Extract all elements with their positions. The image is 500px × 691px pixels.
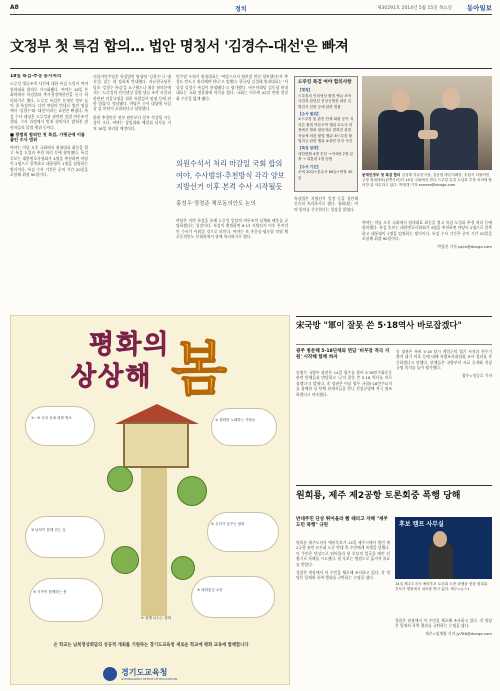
- speech-cloud: [211, 408, 277, 446]
- article-text: 더불어민주당은 특검법안 명칭에 '김경수'나 '대선'을 넣는 데 강하게 반대했다. 자유한국당은 당초 '김경수 특검'을 요구했으나 최종 합의문에서는 '드루킹의 인터넷상 불법 댓글 조작 사건과 관련된 진상규명을 위한 특별검사 임명 등에 관한 법률'로 정리됐다. 야당은 수사 대상에 사실상 김 의원이 포함된다고 설명했다.: [93, 74, 171, 112]
- article-text: 여야는 이날 오후 국회에서 원내대표 회동을 열고 특검 도입과 추경 처리 등에 합의했다. 특검 후보는 대한변호사협회가 4명을 추천하면 야당이 2명으로 압축하고 대통령이 1명을 임명하는 방식이다. 특검 수사 기간은 준비 기간 20일을 포함해 최장 90일이다.: [10, 144, 88, 177]
- poster-label: ② 평화를 노래하는 사람들: [215, 418, 256, 422]
- news-photo-candidate: [395, 517, 492, 579]
- poster-label: ⑦ 함께 나누는 평화: [140, 616, 172, 620]
- illustration-tree: [111, 546, 139, 574]
- photo-caption-text: 김성태 자유한국당, 김동철 바른미래당, 우원식 더불어민주당 원내대표(왼쪽부터)가 14일 국회에서 만나 드루킹 특검 도입과 추경 처리에 합의한 뒤 악수하고 있다.: [362, 173, 492, 188]
- article-column-4: [176, 218, 288, 298]
- article-column-3: [176, 74, 288, 154]
- speech-cloud: [191, 576, 275, 618]
- article-text: 한편 추경안은 정부 원안보다 일부 삭감될 가능성이 크다. 여야는 상임위와 예결위 심사를 거쳐 18일 처리할 예정이다.: [93, 114, 171, 131]
- illustration-house: [123, 422, 189, 468]
- fact-box-text: ①드루킹 및 관련 단체 회원 등이 저지른 불법 여론조작 행위 ②수사 과정에서 범죄 혐의자로 밝혀진 관련자들에 의한 불법 행위 ③드루킹 불법자금 관련 행위 ④관련 인지 사건: [298, 117, 354, 144]
- speech-cloud: [25, 406, 95, 446]
- fact-box-text: 대한변협 4명 추천 → 야3당 2명 압축 → 대통령 1명 임명: [298, 151, 353, 162]
- illustration-tree: [107, 466, 133, 492]
- article-text: 원희룡 제주도지사 예비후보가 14일 제주시에서 열린 제2공항 관련 토론회 도중 반대 측 주민에게 폭행을 당했다. 이 주민은 단상으로 뛰어올라 원 후보의 얼굴을 때린 뒤 흉기로 자해를 시도했다. 원 후보는 병원으로 옮겨져 치료를 받았다.: [296, 540, 390, 567]
- article-column-2: [93, 74, 171, 298]
- article4-headline: 원희룡, 제주 제2공항 토론회중 폭행 당해: [296, 485, 492, 501]
- fact-box-heading: 【수사 기간】: [298, 164, 321, 169]
- paper-logo: 동아일보: [466, 4, 492, 12]
- article3-subhead: 광주 방문해 5·18단체와 면담 '비무장 적극 지원' 시작해 함께 하자: [296, 349, 390, 361]
- poster-label: ③ 남북이 함께 걷는 길: [31, 528, 66, 532]
- photo2-caption: 14일 제주도지사 예비후보 토론회 도중 폭행을 당한 원희룡 후보가 병원에서 치료를 받고 있다. 제주=뉴스1: [395, 582, 488, 592]
- headline-rule: [10, 68, 492, 69]
- illustration-roof: [115, 404, 199, 424]
- article-text: 특검법은 지방선거 일정 등을 감안해 신속히 처리하기로 했다. 청와대는 여야 합의를 존중한다는 입장을 밝혔다.: [294, 196, 358, 212]
- article-text: 야당은 이번 특검을 통해 드루킹 일당의 여론조작 실체와 배후를 규명하겠다는 입장이다. 특검이 출범하면 6·13 지방선거 이후 본격적인 수사가 이뤄질 것으로 보인다. 여야는 또 홍문종·염동열 의원 체포동의안도 본회의에서 함께 처리하기로 했다.: [176, 218, 288, 240]
- pull-quote-sub: 홍성우·정경준 체포동의안도 논의: [176, 200, 256, 207]
- article-text: 송 장관은 특히 5·18 당시 계엄군의 헬기 사격과 전투기 출격 대기 의혹 등에 대해 특별조사위원회 조사 결과를 존중하겠다고 말했다. 단체들은 국방부의 자료 공개와 진상규명 의지를 높이 평가했다.: [396, 349, 492, 371]
- poster-title-line2: 상상해: [71, 362, 153, 392]
- education-office-logo-icon: [103, 667, 117, 681]
- poster-title-big: 봄: [171, 335, 228, 403]
- article-text: 드루킹 댓글조작 사건에 대한 특검 도입이 여야 원내대표 합의로 가시화됐다. 여야는 18일 본회의에서 특검법과 추가경정예산안을 동시 처리하기로 했다. 드루킹 특검은 문재인 정부 들어 첫 특검이다. 다만 여당의 반대로 법안 명칭에서 '김경수'와 '대선'이라는 표현은 빠졌다. 특검 수사 대상은 드루킹과 관련된 불법 여론조작 행위, 수사 과정에서 범죄 혐의자로 밝혀진 관련자들의 불법 행위 등이다.: [10, 81, 88, 130]
- fact-box-heading: 【수사 범위】: [298, 112, 321, 117]
- fact-box-title: 드루킹 특검 여야 합의사항: [298, 80, 352, 85]
- article3-rule: [296, 344, 492, 345]
- article-text: 경찰은 현장에서 이 주민을 체포해 조사하고 있다. 각 정당은 일제히 폭력 행위를 규탄하는 논평을 냈다.: [395, 618, 492, 629]
- pull-quote: [176, 158, 288, 210]
- issue-date: 제30291호 2014년 5월 15일 목요일: [377, 6, 452, 11]
- poster-label: ⑤ 가족이 함께하는 봄: [33, 590, 67, 594]
- speech-cloud: [207, 512, 279, 552]
- article3-headline: 宋국방 "軍이 잘못 쓴 5·18역사 바로잡겠다": [296, 316, 492, 331]
- poster-label: ⑥ 평화통일 교육: [197, 588, 223, 592]
- fact-box-heading: 【명칭】: [298, 88, 313, 93]
- article3-column-1: [296, 370, 392, 478]
- photo-banner-text: 후보 캠프 사무실: [399, 521, 444, 528]
- illustration-tree: [177, 476, 207, 506]
- article-text: 여야는 이날 오후 국회에서 원내대표 회동을 열고 특검 도입과 추경 처리 등에 합의했다. 특검 후보는 대한변호사협회가 4명을 추천하면 야당이 2명으로 압축하고 대통령이 1명을 임명하는 방식이다. 특검 수사 기간은 준비 기간 20일을 포함해 최장 90일이다.: [362, 220, 492, 242]
- poster-title-line1: 평화의: [89, 330, 171, 360]
- fact-box-text: 준비 20일+본수사 60일+연장 30일: [298, 170, 353, 180]
- article-kicker: 18일 특검·추경 동시처리: [10, 74, 62, 79]
- speech-cloud: [25, 516, 105, 558]
- article-column-1: [10, 74, 88, 298]
- article3-column-2: [396, 349, 492, 478]
- article-column-5: [294, 196, 358, 298]
- article4-subhead: 반대주민 단상 뛰어올라 빰 때리고 자해 "제주도민 폭행" 규탄: [296, 517, 388, 529]
- illustration-tree: [171, 556, 195, 580]
- article-subhead: ■ 광범위 합의안 첫 특검, 가평군에 이름 붙인 수사 범위: [10, 132, 85, 143]
- article-text: 송영무 국방부 장관은 14일 광주를 찾아 5·18민주화운동 관련 단체들과 면담하고 '군이 잘못 쓴 5·18 역사를 바로잡겠다'고 밝혔다. 송 장관은 이날 광주 국립5·18민주묘지를 참배한 뒤 단체 관계자들을 만나 진상규명에 적극 협조하겠다고 약속했다.: [296, 370, 392, 397]
- page-number: A8: [10, 4, 19, 11]
- fact-box-heading: 【특검 임명】: [298, 146, 321, 151]
- fact-box: [294, 76, 358, 192]
- photo-credit: 박영대 기자 sannae@donga.com: [398, 183, 456, 188]
- section-label: 정치: [235, 6, 247, 13]
- news-photo-handshake: [362, 76, 492, 170]
- article-byline: 박성진 기자 psjin@donga.com: [437, 243, 492, 249]
- article-byline: 제주=임재영 기자 jy788@donga.com: [425, 630, 492, 636]
- article4-column-1: [296, 540, 390, 686]
- fact-box-text: 드루킹의 인터넷상 불법 댓글 조작 사건과 관련된 진상규명을 위한 특별검사 임명 등에 관한 법률: [298, 93, 352, 109]
- poster-label: ④ 우리가 꿈꾸는 평화: [211, 522, 245, 526]
- poster-label: ①~⑤ 우리 동네 평화 명소: [31, 416, 72, 420]
- article4-column-2: [395, 618, 492, 686]
- pull-quote-text: 의원수석서 처리 마감일 국회 합의 여야, 수사범위·추천방식 각각 양보 지방선거 이후 본격 수사 시작될듯: [176, 159, 285, 191]
- photo-caption-title: 문재인정부 첫 특검 합의: [362, 173, 401, 177]
- illustration-path: [141, 466, 167, 616]
- article-byline: 광주=정승호 기자: [461, 372, 492, 378]
- photo-caption: [362, 173, 492, 189]
- speech-cloud: [29, 578, 103, 622]
- main-headline: 文정부 첫 특검 합의… 법안 명칭서 '김경수-대선'은 빠져: [10, 39, 349, 55]
- poster-org-sub: GYEONGGIDO OFFICE OF EDUCATION: [121, 677, 177, 681]
- poster-footer-text: 온 학교는 남북정상회담의 성공적 개최를 기원하는 경기도교육청 새로운 학교에 평화 교육에 함께합니다: [53, 643, 249, 648]
- article-text: 경찰은 현장에서 이 주민을 체포해 조사하고 있다. 각 정당은 일제히 폭력 행위를 규탄하는 논평을 냈다.: [296, 570, 390, 581]
- education-poster-ad: [10, 315, 290, 685]
- page-header: [10, 3, 492, 15]
- article-column-6: [362, 220, 492, 298]
- poster-org-name: 경기도교육청: [121, 668, 168, 677]
- article-text: 민주당 우원식 원내대표는 '여당으로서 양보할 만큼 양보했다'며 '추경도 반드시 처리해야 한다'고 말했다. 한국당 김성태 원내대표는 '사실상 김경수 특검이 관철됐다'고 평가했다. 바른미래당 김동철 원내대표는 국회 정상화에 의미를 뒀다. 국회는 이로써 42일 만에 정상화 수순을 밟게 됐다.: [176, 74, 288, 101]
